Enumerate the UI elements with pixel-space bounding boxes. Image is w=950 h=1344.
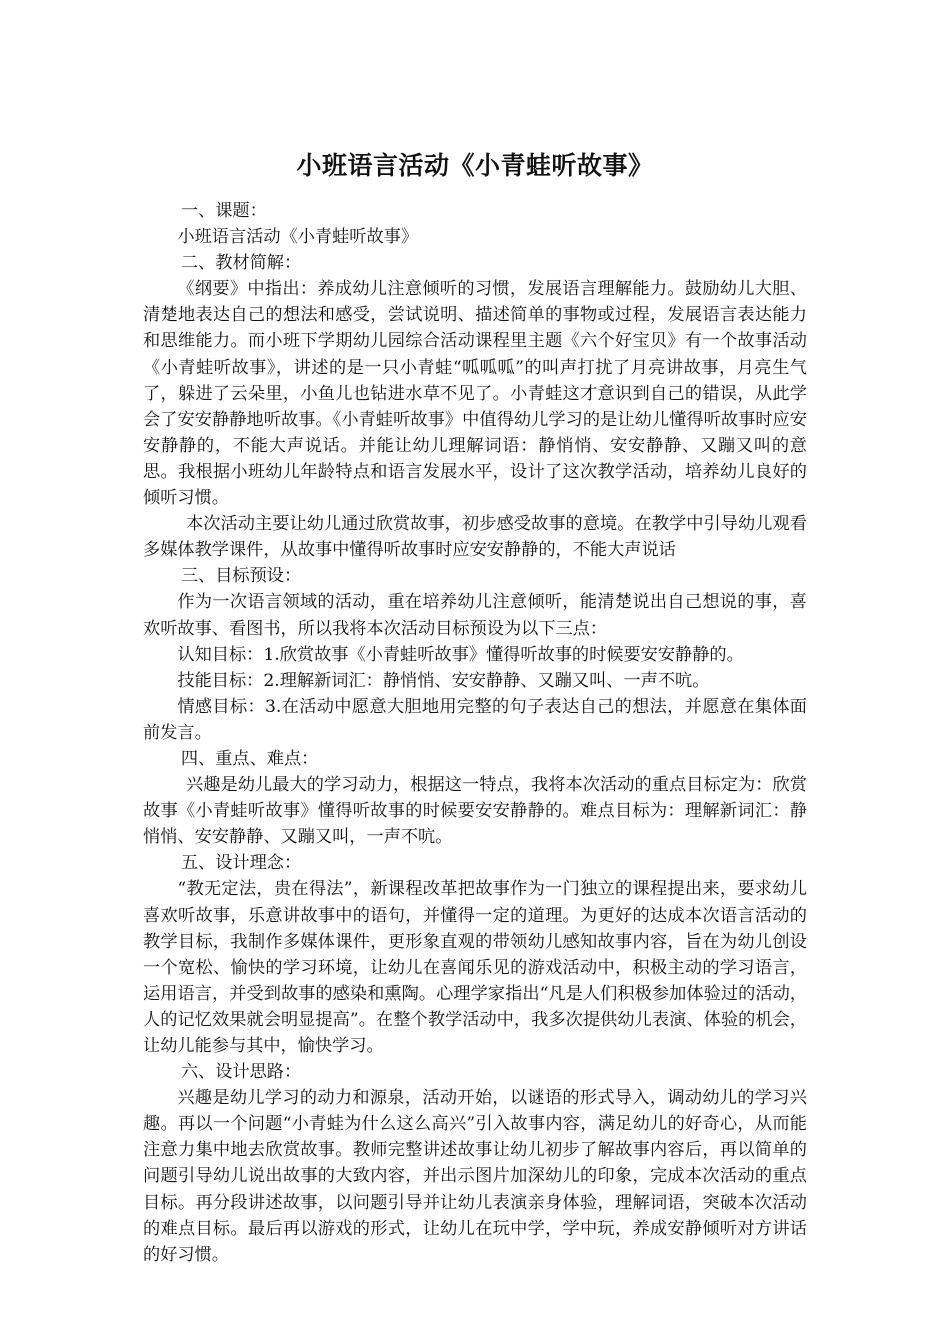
section-heading-goals: 三、目标预设： bbox=[180, 566, 302, 587]
goal-emotion: 情感目标：3.在活动中愿意大胆地用完整的句子表达自己的想法，并愿意在集体面前发言。 bbox=[143, 696, 807, 743]
section-heading-material: 二、教材简解： bbox=[180, 253, 302, 274]
key-points-paragraph: 兴趣是幼儿最大的学习动力，根据这一特点，我将本次活动的重点目标定为：欣赏故事《小青蛙听故事》懂得听故事的时候要安安静静的。难点目标为：理解新词汇：静悄悄、安安静静、又蹦又叫，一声不吭。 bbox=[143, 775, 807, 848]
topic-text: 小班语言活动《小青蛙听故事》 bbox=[177, 227, 419, 248]
material-paragraph-2: 本次活动主要让幼儿通过欣赏故事，初步感受故事的意境。在教学中引导幼儿观看多媒体教学课件，从故事中懂得听故事时应安安静静的，不能大声说话 bbox=[143, 514, 807, 561]
design-paragraph: 兴趣是幼儿学习的动力和源泉，活动开始，以谜语的形式导入，调动幼儿的学习兴趣。再以一个问题“小青蛙为什么这么高兴”引入故事内容，满足幼儿的好奇心，从而能注意力集中地去欣赏故事。教师完整讲述故事让幼儿初步了解故事内容后，再以简单的问题引导幼儿说出故事的大致内容，并出示图片加深幼儿的印象，完成本次活动的重点目标。再分段讲述故事，以问题引导并让幼儿表演亲身体验，理解词语，突破本次活动的难点目标。最后再以游戏的形式，让幼儿在玩中学，学中玩，养成安静倾听对方讲话的好习惯。 bbox=[143, 1088, 807, 1265]
section-heading-topic: 一、课题： bbox=[180, 201, 267, 221]
section-heading-design: 六、设计思路： bbox=[180, 1062, 302, 1083]
goals-intro: 作为一次语言领域的活动，重在培养幼儿注意倾听，能清楚说出自己想说的事，喜欢听故事、看图书，所以我将本次活动目标预设为以下三点： bbox=[143, 592, 807, 639]
goal-skill: 技能目标：2.理解新词汇：静悄悄、安安静静、又蹦又叫、一声不吭。 bbox=[177, 670, 710, 691]
section-heading-key-points: 四、重点、难点： bbox=[180, 748, 319, 769]
goal-cognitive: 认知目标：1.欣赏故事《小青蛙听故事》懂得听故事的时候要安安静静的。 bbox=[177, 644, 744, 665]
concept-paragraph: “教无定法，贵在得法”，新课程改革把故事作为一门独立的课程提出来，要求幼儿喜欢听故事，乐意讲故事中的语句，并懂得一定的道理。为更好的达成本次语言活动的教学目标，我制作多媒体课件，更形象直观的带领幼儿感知故事内容，旨在为幼儿创设一个宽松、愉快的学习环境，让幼儿在喜闻乐见的游戏活动中，积极主动的学习语言，运用语言，并受到故事的感染和熏陶。心理学家指出“凡是人们积极参加体验过的活动，人的记忆效果就会明显提高”。在整个教学活动中，我多次提供幼儿表演、体验的机会，让幼儿能参与其中，愉快学习。 bbox=[143, 879, 807, 1056]
material-paragraph: 《纲要》中指出：养成幼儿注意倾听的习惯，发展语言理解能力。鼓励幼儿大胆、清楚地表达自己的想法和感受，尝试说明、描述简单的事物或过程，发展语言表达能力和思维能力。而小班下学期幼儿园综合活动课程里主题《六个好宝贝》有一个故事活动《小青蛙听故事》，讲述的是一只小青蛙“呱呱呱”的叫声打扰了月亮讲故事，月亮生气了，躲进了云朵里，小鱼儿也钻进水草不见了。小青蛙这才意识到自己的错误，从此学会了安安静静地听故事。《小青蛙听故事》中值得幼儿学习的是让幼儿懂得听故事时应安安静静的，不能大声说话。并能让幼儿理解词语：静悄悄、安安静静、又蹦又叫的意思。我根据小班幼儿年龄特点和语言发展水平，设计了这次教学活动，培养幼儿良好的倾听习惯。 bbox=[143, 279, 807, 509]
section-heading-concept: 五、设计理念： bbox=[180, 853, 302, 874]
document-title: 小班语言活动《小青蛙听故事》 bbox=[296, 150, 654, 180]
document-body bbox=[143, 198, 807, 1268]
